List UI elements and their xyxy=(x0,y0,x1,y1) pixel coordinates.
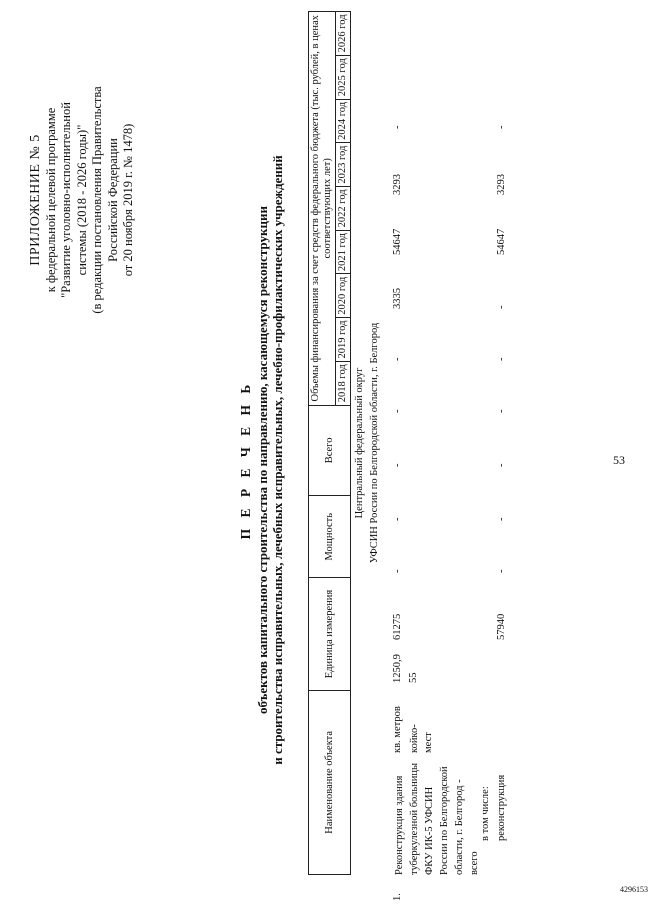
header-year: 2025 год xyxy=(336,55,351,99)
item-name: Реконструкция здания туберкулезной больницы ФКУ ИК-5 УФСИН России по Белгородской области, г. Белгород - всего xyxy=(394,762,480,875)
header-funding: Объемы финансирования за счет средств федерального бюджета (тыс. рублей, в ценах соответствующих лет) xyxy=(309,12,336,406)
header-year: 2019 год xyxy=(336,318,351,362)
appendix-line: "Развитие уголовно-исполнительной xyxy=(59,102,73,298)
header-unit: Единица измерения xyxy=(309,578,351,690)
sub-year-value: - xyxy=(496,305,507,309)
appendix-block xyxy=(28,35,137,365)
sub-year-value: - xyxy=(496,569,507,573)
capacity-1: 1250,9 xyxy=(392,654,403,683)
sub-item-name: реконструкция xyxy=(496,774,507,841)
appendix-line: (в редакции постановления Правительства xyxy=(90,86,104,314)
heading-line-2: и строительства исправительных, лечебных исправительных, лечебно-профилактических учреждений xyxy=(270,155,285,765)
year-value: - xyxy=(392,357,403,361)
item-number: 1. xyxy=(392,893,403,901)
year-value: - xyxy=(392,569,403,573)
header-year: 2020 год xyxy=(336,274,351,318)
year-value: - xyxy=(392,463,403,467)
document-heading xyxy=(238,110,285,810)
header-total: Всего xyxy=(309,405,351,496)
year-value: - xyxy=(392,125,403,129)
header-capacity: Мощность xyxy=(309,496,351,578)
sub-year-value: - xyxy=(496,125,507,129)
header-year: 2024 год xyxy=(336,99,351,143)
header-year: 2026 год xyxy=(336,12,351,56)
document-code: 4296153 xyxy=(620,885,648,894)
appendix-line: системы (2018 - 2026 годы)" xyxy=(74,124,89,276)
in-that-label: в том числе: xyxy=(480,786,491,841)
sub-year-value: - xyxy=(496,463,507,467)
subregion-title: УФСИН России по Белгородской области, г. Белгород xyxy=(369,322,380,564)
sub-year-value: 54647 xyxy=(496,228,507,255)
appendix-line: Российской Федерации xyxy=(105,138,120,262)
unit-1: кв. метров xyxy=(392,706,403,753)
appendix-line: от 20 ноября 2019 г. № 1478) xyxy=(121,123,135,277)
heading-line-1: объектов капитального строительства по направлению, касающемуся реконструкции xyxy=(255,206,270,714)
sub-total-value: 57940 xyxy=(496,613,507,640)
funding-table-header xyxy=(308,11,351,875)
header-year: 2018 год xyxy=(336,361,351,405)
year-value: - xyxy=(392,409,403,413)
header-name: Наименование объекта xyxy=(309,690,351,874)
unit-2: койко-мест xyxy=(409,724,434,753)
region-title: Центральный федеральный округ xyxy=(354,367,365,519)
capacity-2: 55 xyxy=(408,672,419,683)
page-number: 53 xyxy=(613,453,625,467)
heading-title: П Е Р Е Ч Е Н Ь xyxy=(238,380,253,540)
sub-year-value: - xyxy=(496,357,507,361)
year-value: 3293 xyxy=(392,174,403,195)
sub-year-value: 3293 xyxy=(496,174,507,195)
appendix-line: к федеральной целевой программе xyxy=(43,107,58,293)
total-value: 61275 xyxy=(392,613,403,640)
header-year: 2023 год xyxy=(336,143,351,187)
year-value: - xyxy=(392,517,403,521)
year-value: 54647 xyxy=(392,228,403,255)
appendix-title: ПРИЛОЖЕНИЕ № 5 xyxy=(28,134,43,266)
year-value: 3335 xyxy=(392,288,403,309)
header-year: 2022 год xyxy=(336,187,351,231)
sub-year-value: - xyxy=(496,409,507,413)
header-year: 2021 год xyxy=(336,230,351,274)
sub-year-value: - xyxy=(496,517,507,521)
